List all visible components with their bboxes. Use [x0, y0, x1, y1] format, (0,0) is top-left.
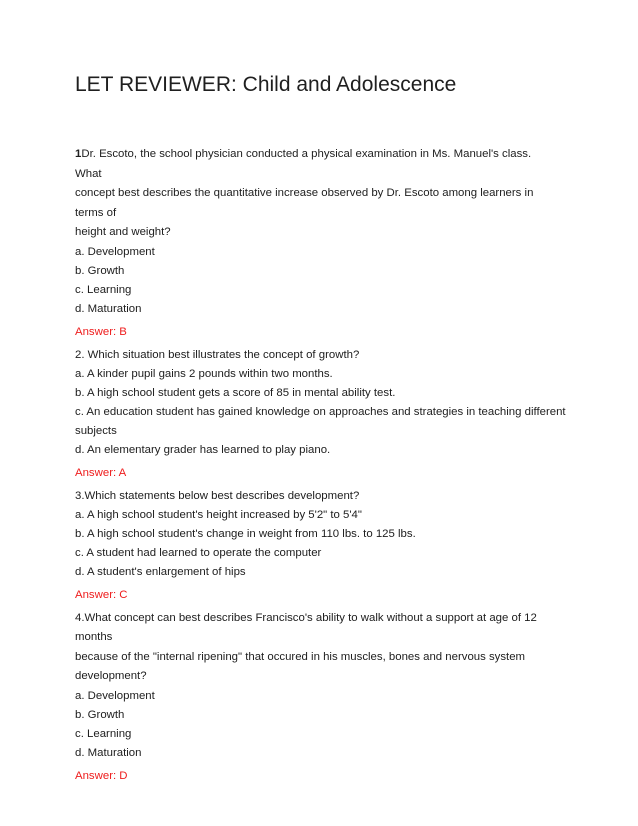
question-2-answer: Answer: A [75, 466, 127, 479]
question-3-choice-a: a. A high school student's height increased by 5'2" to 5'4" [75, 508, 362, 521]
question-1-stem-line-2: concept best describes the quantitative increase observed by Dr. Escoto among learners in terms of [75, 187, 534, 219]
document-title: LET REVIEWER: Child and Adolescence [75, 73, 457, 96]
question-2-choice-b: b. A high school student gets a score of 85 in mental ability test. [75, 386, 396, 399]
question-2-choice-c-continued: subjects [75, 424, 117, 437]
question-3-answer: Answer: C [75, 588, 128, 601]
question-4-choice-c: c. Learning [75, 727, 132, 740]
question-3-choice-b: b. A high school student's change in weight from 110 lbs. to 125 lbs. [75, 527, 416, 540]
question-3-stem: 3.Which statements below best describes development? [75, 489, 360, 502]
question-3-choice-d: d. A student's enlargement of hips [75, 565, 246, 578]
question-1-choice-a: a. Development [75, 245, 155, 258]
question-2 [75, 346, 566, 483]
question-1-stem-text: Dr. Escoto, the school physician conducted a physical examination in Ms. Manuel's class. What [75, 148, 532, 180]
question-4-stem-line-2: because of the "internal ripening" that occured in his muscles, bones and nervous system [75, 650, 526, 663]
question-1-choice-b: b. Growth [75, 264, 125, 277]
question-4-choice-d: d. Maturation [75, 746, 142, 759]
question-1-stem-line-1 [75, 145, 555, 184]
question-4-choice-a: a. Development [75, 689, 155, 702]
question-1-answer: Answer: B [75, 325, 127, 338]
question-4-stem-line-1: 4.What concept can best describes Francisco's ability to walk without a support at age of 12 months [75, 611, 537, 643]
question-list [75, 145, 566, 790]
question-1-number: 1 [75, 148, 82, 160]
question-1 [75, 145, 555, 342]
question-3 [75, 487, 555, 605]
question-1-choice-c: c. Learning [75, 283, 132, 296]
question-2-choice-c: c. An education student has gained knowledge on approaches and strategies in teaching different [75, 405, 566, 418]
question-4-answer: Answer: D [75, 769, 128, 782]
question-2-choice-d: d. An elementary grader has learned to play piano. [75, 443, 331, 456]
question-4-stem-line-3: development? [75, 670, 147, 682]
question-2-stem: 2. Which situation best illustrates the concept of growth? [75, 348, 360, 361]
question-4 [75, 609, 555, 786]
question-2-choice-a: a. A kinder pupil gains 2 pounds within two months. [75, 367, 333, 380]
question-1-choice-d: d. Maturation [75, 302, 142, 315]
question-3-choice-c: c. A student had learned to operate the computer [75, 546, 322, 559]
question-4-choice-b: b. Growth [75, 708, 125, 721]
question-1-stem-line-3: height and weight? [75, 226, 171, 238]
